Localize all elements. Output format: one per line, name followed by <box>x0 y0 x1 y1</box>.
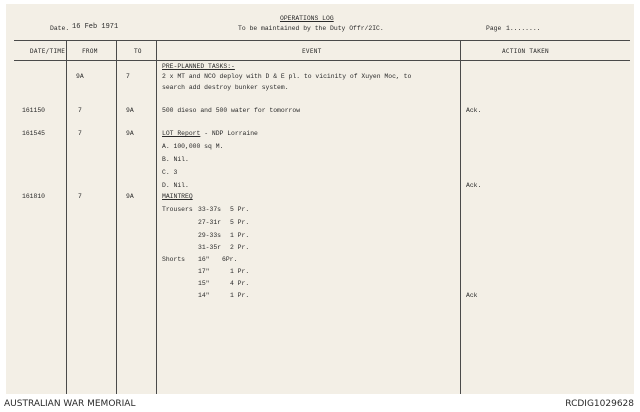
shorts-qty-1: 6Pr. <box>222 256 238 263</box>
trousers-qty-1: 5 Pr. <box>230 206 250 213</box>
column-divider-event <box>460 40 461 394</box>
page-label: Page <box>486 25 502 32</box>
entry-1-to: 7 <box>126 73 130 80</box>
column-divider-to <box>156 40 157 394</box>
entry-4-action: Ack <box>466 292 478 299</box>
shorts-qty-3: 4 Pr. <box>230 280 250 287</box>
entry-2-action: Ack. <box>466 107 482 114</box>
log-sheet <box>6 4 634 394</box>
entry-3-item-a: A. 100,000 sq M. <box>162 143 224 150</box>
entry-1-line-1: 2 x MT and NCO deploy with D & E pl. to vicinity of Xuyen Moc, to <box>162 73 412 80</box>
shorts-size-2: 17" <box>198 268 210 275</box>
entry-4-from: 7 <box>78 193 82 200</box>
entry-3-to: 9A <box>126 130 134 137</box>
trousers-qty-3: 1 Pr. <box>230 232 250 239</box>
trousers-label: Trousers <box>162 206 193 213</box>
entry-1-line-2: search add destroy bunker system. <box>162 84 289 91</box>
table-top-rule <box>14 40 630 41</box>
entry-4-to: 9A <box>126 193 134 200</box>
column-header-datetime: DATE/TIME <box>30 48 66 55</box>
trousers-size-2: 27-31r <box>198 219 222 226</box>
entry-2-line-1: 500 dieso and 500 water for tomorrow <box>162 107 301 114</box>
entry-3-heading-row <box>162 131 258 137</box>
trousers-size-1: 33-37s <box>198 206 222 213</box>
date-value: 16 Feb 1971 <box>72 23 119 31</box>
entry-3-item-b: B. Nil. <box>162 156 189 163</box>
trousers-size-4: 31-35r <box>198 244 222 251</box>
column-header-event: EVENT <box>302 48 322 55</box>
entry-3-heading: LOT Report <box>162 130 201 137</box>
shorts-qty-4: 1 Pr. <box>230 292 250 299</box>
header-bottom-rule <box>14 60 630 61</box>
entry-3-action: Ack. <box>466 182 482 189</box>
column-divider-datetime <box>66 40 67 394</box>
date-label: Date. <box>50 25 70 32</box>
shorts-size-1: 16" <box>198 256 210 263</box>
form-title: OPERATIONS LOG <box>280 15 334 22</box>
entry-2-datetime: 161150 <box>22 107 46 114</box>
entry-3-item-c: C. 3 <box>162 169 178 176</box>
column-header-from: FROM <box>82 48 98 55</box>
entry-3-heading-rest: - NDP Lorraine <box>200 130 258 137</box>
page-value: 1........ <box>506 25 541 32</box>
column-header-to: TO <box>134 48 142 55</box>
entry-2-from: 7 <box>78 107 82 114</box>
trousers-size-3: 29-33s <box>198 232 222 239</box>
shorts-size-3: 15" <box>198 280 210 287</box>
entry-2-to: 9A <box>126 107 134 114</box>
shorts-size-4: 14" <box>198 292 210 299</box>
column-divider-from <box>116 40 117 394</box>
entry-1-from: 9A <box>76 73 84 80</box>
shorts-qty-2: 1 Pr. <box>230 268 250 275</box>
entry-4-datetime: 161810 <box>22 193 46 200</box>
entry-3-from: 7 <box>78 130 82 137</box>
archive-footer <box>0 396 640 412</box>
shorts-label: Shorts <box>162 256 186 263</box>
column-header-action: ACTION TAKEN <box>502 48 549 55</box>
archive-name: AUSTRALIAN WAR MEMORIAL <box>4 399 136 409</box>
trousers-qty-2: 5 Pr. <box>230 219 250 226</box>
entry-3-datetime: 161545 <box>22 130 46 137</box>
entry-4-heading: MAINTREQ <box>162 193 193 200</box>
entry-1-heading: PRE-PLANNED TASKS:- <box>162 63 235 70</box>
entry-3-item-d: D. Nil. <box>162 182 189 189</box>
trousers-qty-4: 2 Pr. <box>230 244 250 251</box>
form-subtitle: To be maintained by the Duty Offr/2IC. <box>238 25 384 32</box>
archive-id: RCDIG1029628 <box>565 399 634 409</box>
